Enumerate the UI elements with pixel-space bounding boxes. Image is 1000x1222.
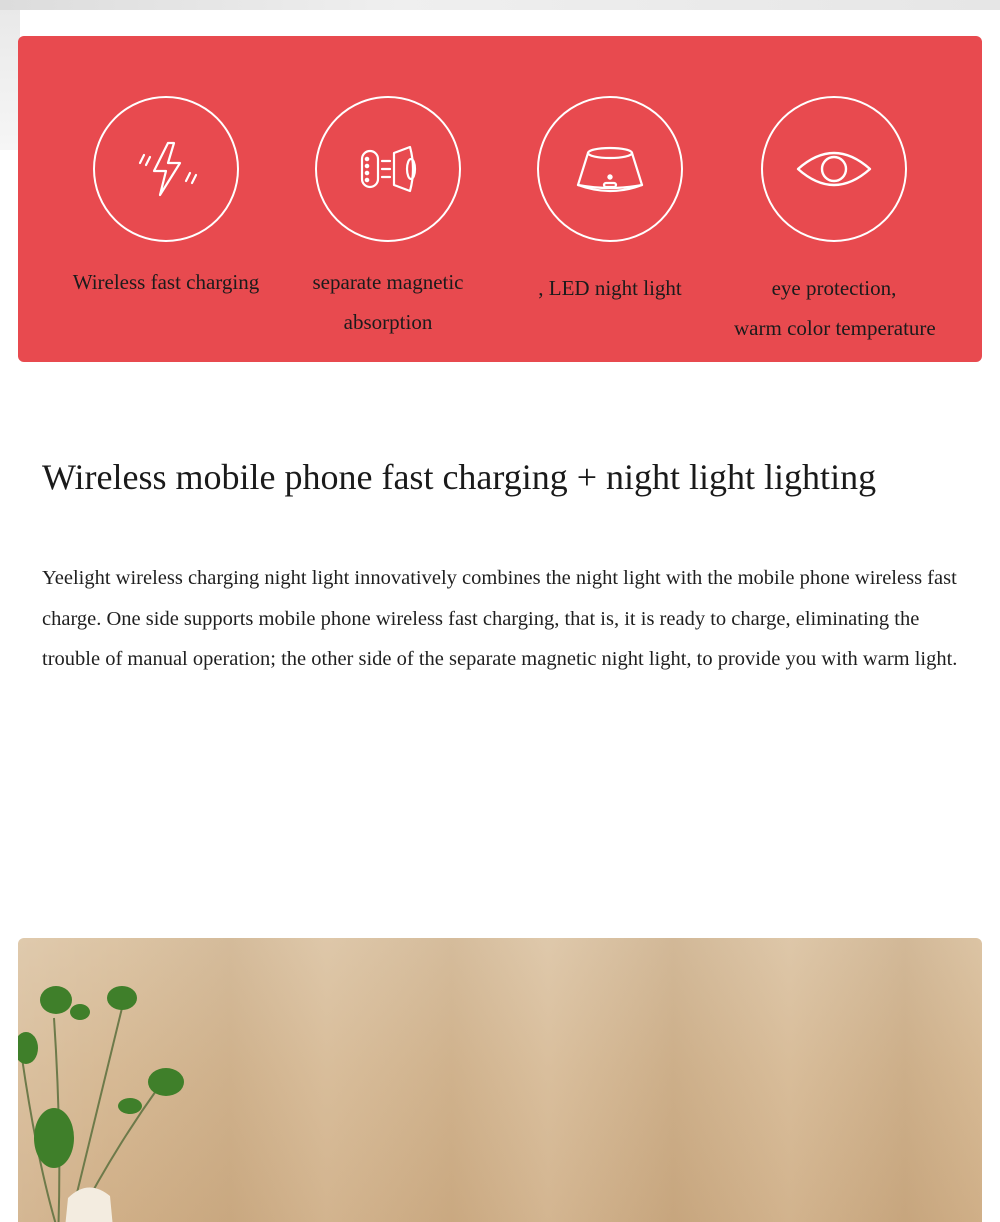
previous-image-edge xyxy=(0,0,1000,10)
night-light-icon xyxy=(560,119,660,219)
section-title: Wireless mobile phone fast charging + night light lighting xyxy=(42,457,877,497)
feature-icon-circle xyxy=(761,96,907,242)
plant-decoration xyxy=(18,938,218,1222)
feature-label-line: Wireless fast charging xyxy=(72,270,260,294)
feature-icon-circle xyxy=(315,96,461,242)
feature-label-line: separate magnetic xyxy=(312,270,464,294)
feature-label-line: eye protection, xyxy=(771,276,897,300)
feature-label-line: warm color temperature xyxy=(734,316,936,340)
feature-night-light xyxy=(510,96,710,308)
feature-icon-circle xyxy=(93,96,239,242)
feature-magnetic-absorption xyxy=(288,96,488,342)
previous-image-shadow xyxy=(0,10,20,150)
section-description: Yeelight wireless charging night light innovatively combines the night light with the mobile phone wireless fast charge. One side supports mobile phone wireless fast charging, that is, it is ready to charge, eliminating the trouble of manual operation; the other side of the separate magnetic night light, to provide you with warm light. xyxy=(42,567,958,670)
feature-label-line: absorption xyxy=(343,310,433,334)
feature-label-line: , LED night light xyxy=(538,276,682,300)
feature-icon-circle xyxy=(537,96,683,242)
feature-wireless-charging xyxy=(66,96,266,302)
magnetic-absorption-icon xyxy=(338,119,438,219)
product-lifestyle-photo xyxy=(18,938,982,1222)
eye-icon xyxy=(784,119,884,219)
feature-eye-protection xyxy=(734,96,934,348)
wireless-charging-icon xyxy=(116,119,216,219)
feature-panel xyxy=(18,36,982,362)
